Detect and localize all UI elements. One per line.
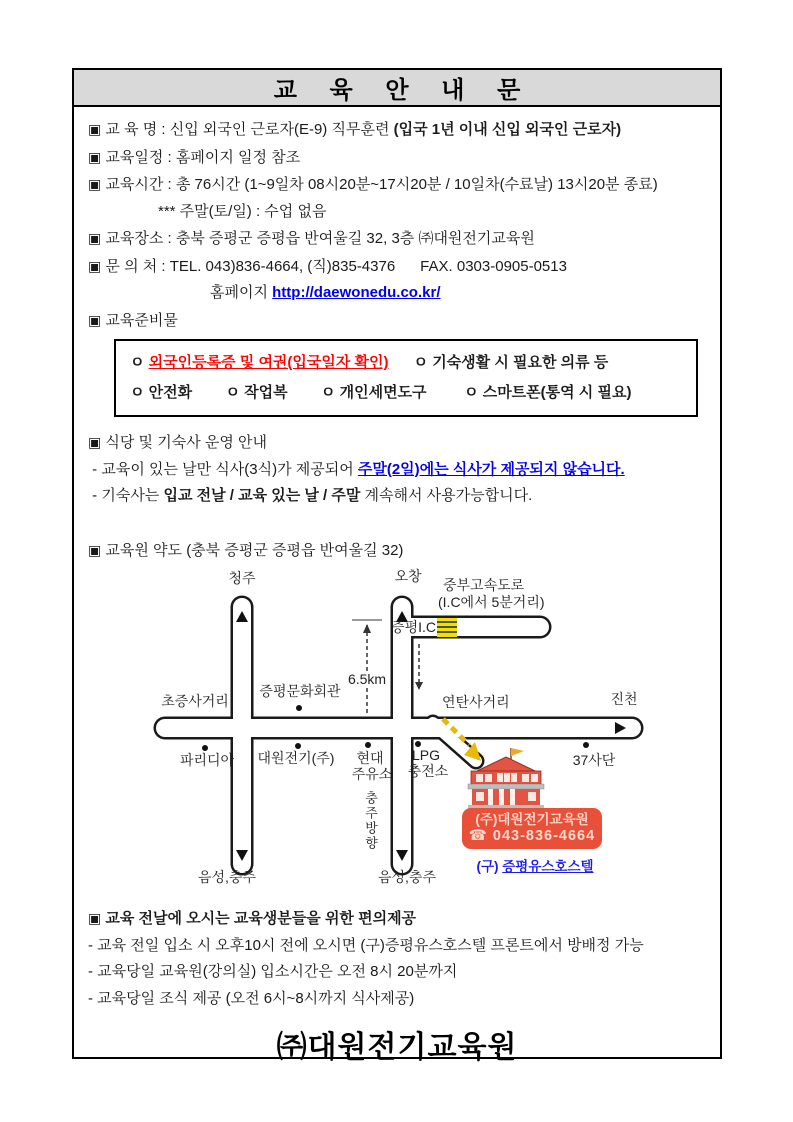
homepage-line: [88, 280, 706, 307]
supplies-gap: [389, 354, 414, 371]
supplies-box-line-2: ㅇ 안전화 ㅇ 작업복 ㅇ 개인세면도구 ㅇ 스마트폰(통역 시 필요): [130, 384, 632, 401]
meal-line2-post: 계속해서 사용가능합니다.: [360, 487, 533, 504]
former-prefix: (구): [476, 859, 503, 874]
map-label-yeontan: 연탄사거리: [442, 694, 510, 710]
place-text: 교육장소 : 충북 증평군 증평읍 반여울길 32, 3층 ㈜대원전기교육원: [105, 230, 535, 247]
supplies-passport-item: 외국인등록증 및 여권(입국일자 확인): [148, 354, 389, 371]
meal-weekend-warning: 주말(2일)에는 식사가 제공되지 않습니다.: [357, 460, 625, 478]
badge-company-name: (주)대원전기교육원: [475, 812, 589, 827]
supplies-heading-text: 교육준비물: [105, 311, 178, 329]
square-bullet-icon: ▣: [88, 434, 102, 450]
training-center-badge: [462, 808, 602, 849]
map-label-jincheon: 진천: [610, 691, 638, 707]
square-bullet-icon: ▣: [88, 311, 102, 328]
map-label-chungju-direction: 충주방향: [363, 791, 378, 851]
ic-marker: [437, 618, 457, 637]
place-line: [88, 225, 706, 253]
meal-line-1: [88, 457, 706, 484]
map-label-chojeung: 초증사거리: [161, 693, 229, 709]
document-body: [74, 107, 720, 1066]
square-bullet-icon: ▣: [88, 230, 102, 246]
map-label-paridia: 파리디아: [179, 752, 235, 768]
map-label-cheongju: 청주: [228, 570, 256, 586]
hours-note-text: *** 주말(토/일) : 수업 없음: [158, 202, 327, 220]
page-title: 교 육 안 내 문: [74, 70, 720, 107]
map-label-eumseong-left: 음성,충주: [198, 869, 256, 885]
former-hostel-name: 증평유스호스텔: [502, 859, 594, 874]
hours-line: [88, 171, 706, 199]
supplies-clothes-item: ㅇ 기숙생활 시 필요한 의류 등: [413, 354, 609, 371]
convenience-line-2: - 교육당일 교육원(강의실) 입소시간은 오전 8시 20분까지: [88, 963, 458, 980]
supplies-heading-line: [88, 307, 706, 335]
company-name-footer: ㈜대원전기교육원: [276, 1031, 518, 1064]
map-label-hyundai-2: 주유소: [351, 766, 393, 782]
square-bullet-icon: ▣: [88, 910, 102, 926]
map-label-distance: 6.5km: [347, 671, 387, 687]
map-label-culture-hall: 증평문화회관: [259, 683, 341, 699]
square-bullet-icon: ▣: [88, 121, 102, 137]
badge-phone-number: ☎ 043-836-4664: [468, 828, 596, 844]
supplies-box: [114, 339, 698, 417]
contact-text: 문 의 처 : TEL. 043)836-4664, (직)835-4376 FAX. 0303-0905-0513: [105, 257, 567, 275]
map-label-lpg-2: 충전소: [407, 763, 449, 779]
convenience-heading-text: 교육 전날에 오시는 교육생분들을 위한 편의제공: [105, 910, 417, 927]
map-label-hyundai-1: 현대: [356, 750, 384, 766]
hours-text: 교육시간 : 총 76시간 (1~9일차 08시20분~17시20분 / 10일차(수료날) 13시20분 종료): [105, 176, 658, 193]
map-label-division37: 37사단: [572, 752, 616, 768]
square-bullet-icon: ▣: [88, 541, 102, 558]
schedule-text: 교육일정 : 홈페이지 일정 참조: [105, 148, 301, 166]
convenience-section: [88, 905, 706, 1012]
map-label-ochang: 오창: [394, 568, 422, 584]
supplies-box-line-1: [130, 348, 682, 378]
square-bullet-icon: ▣: [88, 176, 102, 192]
map-label-daewon-electric: 대원전기(주): [257, 750, 335, 766]
meal-heading-text: 식당 및 기숙사 운영 안내: [105, 434, 267, 451]
homepage-label: 홈페이지: [210, 284, 273, 301]
dorm-availability-bold: 입교 전날 / 교육 있는 날 / 주말: [163, 487, 361, 504]
square-bullet-icon: ▣: [88, 148, 102, 165]
document-frame: [72, 68, 722, 1064]
map-roads-graphic: [120, 567, 685, 897]
schedule-line: [88, 144, 706, 172]
course-name-line: [88, 116, 706, 144]
map-label-eumseong-right: 음성,충주: [378, 869, 436, 885]
meal-line1-pre: - 교육이 있는 날만 식사(3식)가 제공되어: [88, 460, 358, 478]
circle-bullet-icon: ㅇ: [130, 354, 149, 371]
former-name-label: [476, 855, 593, 875]
convenience-line-3: - 교육당일 조식 제공 (오전 6시~8시까지 식사제공): [88, 989, 415, 1007]
convenience-line-1: - 교육 전일 입소 시 오후10시 전에 오시면 (구)증평유스호스텔 프론트에서 방배정 가능: [88, 936, 644, 954]
map-heading-text: 교육원 약도 (충북 증평군 증평읍 반여울길 32): [105, 541, 404, 559]
map-label-ic: 증평I.C: [391, 619, 436, 635]
hours-note-line: [88, 199, 706, 226]
course-name-text: 교 육 명 : 신입 외국인 근로자(E-9) 직무훈련: [105, 121, 394, 138]
location-map: [120, 567, 685, 897]
map-label-highway-2: (I.C에서 5분거리): [438, 594, 545, 610]
meal-line2-pre: - 기숙사는: [88, 487, 164, 504]
homepage-link[interactable]: http://daewonedu.co.kr/: [272, 284, 441, 301]
meal-line-2: [88, 483, 706, 510]
meal-section: [88, 429, 706, 510]
convenience-heading-line: [88, 905, 706, 933]
contact-line: [88, 253, 706, 281]
map-label-highway-1: 중부고속도로: [443, 577, 525, 593]
meal-heading-line: [88, 429, 706, 457]
course-name-bold: (입국 1년 이내 신입 외국인 근로자): [393, 121, 622, 138]
square-bullet-icon: ▣: [88, 257, 102, 274]
map-label-lpg-1: LPG: [411, 747, 441, 763]
map-heading-line: [88, 537, 706, 565]
